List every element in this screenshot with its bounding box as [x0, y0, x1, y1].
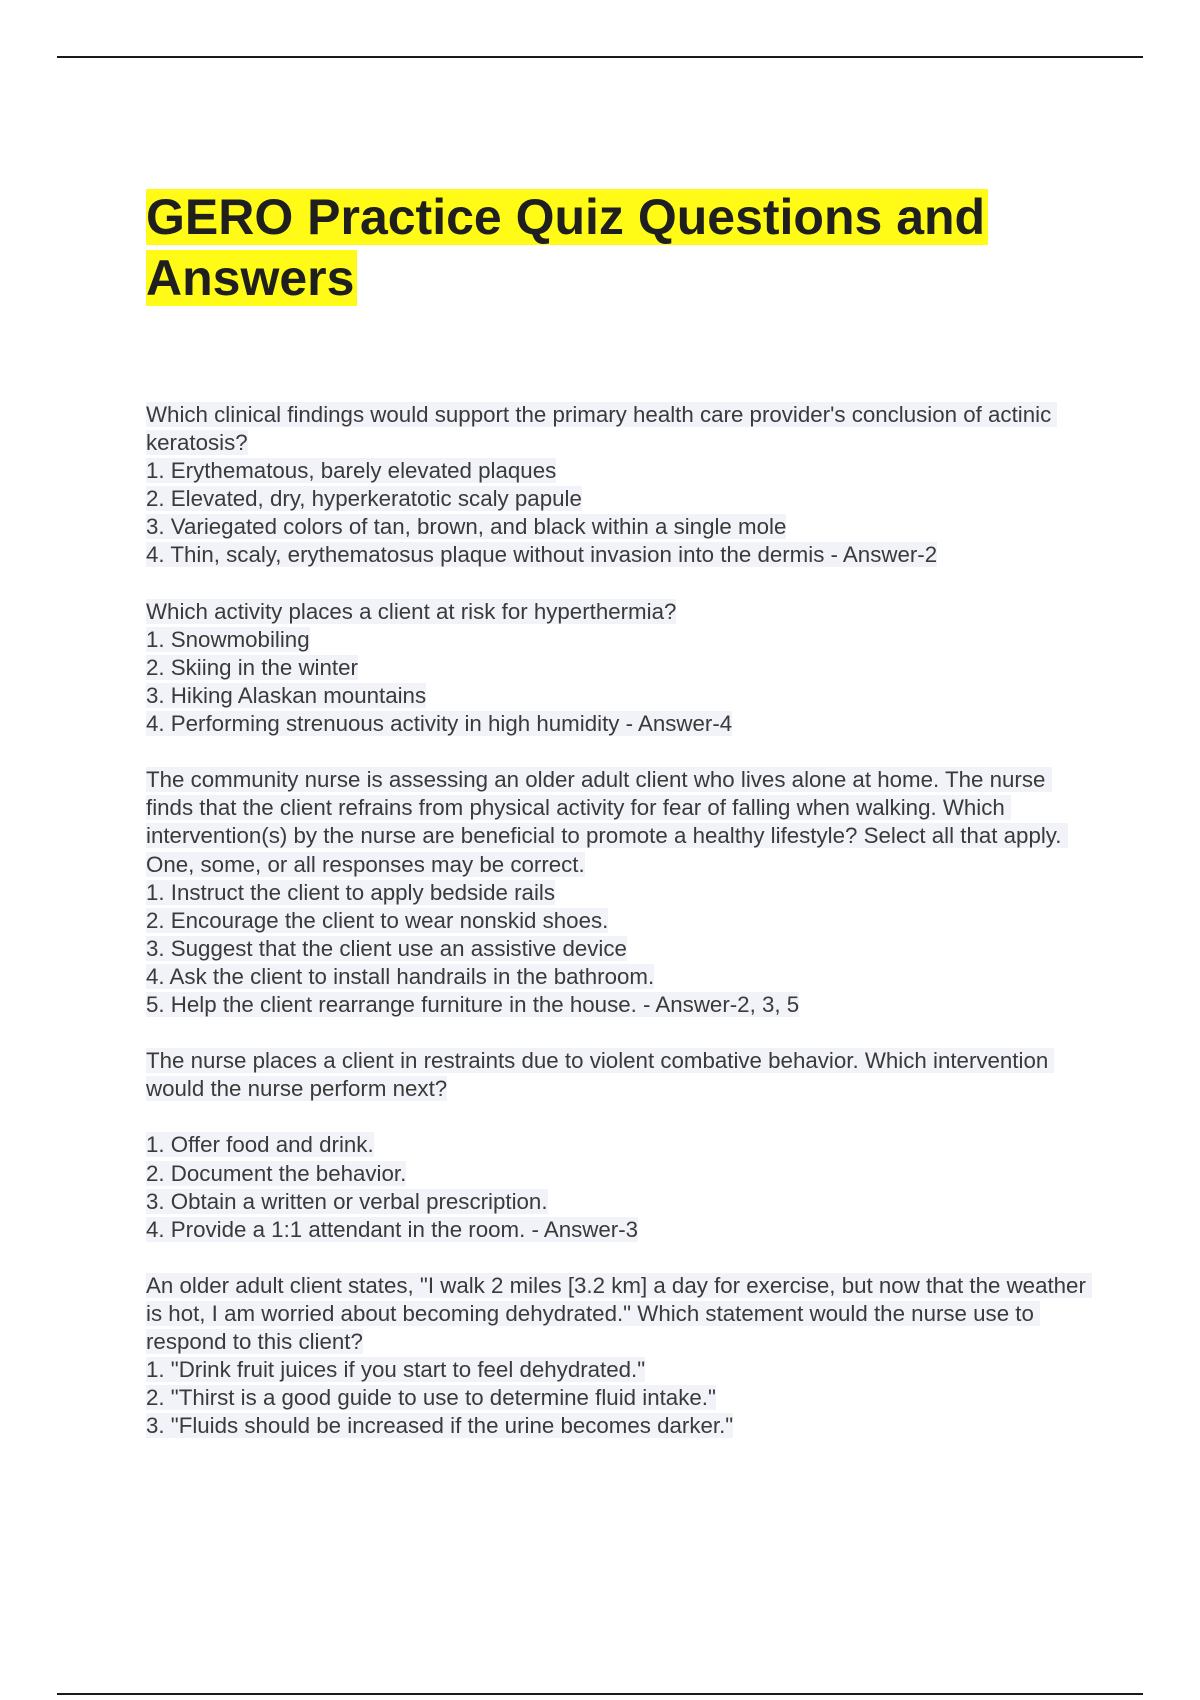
answer-option: 1. Snowmobiling: [146, 626, 310, 652]
question-item: [146, 1272, 1093, 1441]
answer-option: 2. Encourage the client to wear nonskid shoes.: [146, 907, 609, 933]
answer-option: 4. Provide a 1:1 attendant in the room. - Answer-3: [146, 1216, 639, 1242]
answer-option: 2. Document the behavior.: [146, 1160, 407, 1186]
answer-option: 2. Skiing in the winter: [146, 654, 358, 680]
question-list: [146, 401, 1093, 1469]
answer-option: 3. Hiking Alaskan mountains: [146, 682, 427, 708]
answer-option: 1. "Drink fruit juices if you start to feel dehydrated.": [146, 1357, 646, 1383]
blank-line: [146, 1103, 1086, 1131]
question-stem: An older adult client states, "I walk 2 miles [3.2 km] a day for exercise, but now that the weather is hot, I am worried about becoming dehydrated." Which statement would the nurse use to respond to this client?: [146, 1272, 1093, 1355]
question-stem: The community nurse is assessing an older adult client who lives alone at home. The nurse finds that the client refrains from physical activity for fear of falling when walking. Which intervention(s) by the nurse are beneficial to promote a healthy lifestyle? Select all that apply. One, some, or all responses may be correct.: [146, 767, 1068, 877]
answer-option: 4. Performing strenuous activity in high humidity - Answer-4: [146, 711, 733, 737]
question-item: [146, 766, 1086, 1019]
answer-option: 4. Ask the client to install handrails in the bathroom.: [146, 963, 655, 989]
answer-option: 3. Obtain a written or verbal prescription.: [146, 1188, 548, 1214]
question-item: [146, 598, 1086, 738]
answer-option: 1. Erythematous, barely elevated plaques: [146, 458, 557, 484]
answer-option: 4. Thin, scaly, erythematosus plaque without invasion into the dermis - Answer-2: [146, 542, 938, 568]
top-rule: [57, 56, 1143, 58]
answer-option: 2. Elevated, dry, hyperkeratotic scaly papule: [146, 486, 582, 512]
answer-option: 3. "Fluids should be increased if the urine becomes darker.": [146, 1413, 734, 1439]
page-title: [146, 187, 1086, 309]
question-item: [146, 1047, 1086, 1244]
answer-option: 1. Instruct the client to apply bedside rails: [146, 879, 555, 905]
question-item: [146, 401, 1086, 570]
answer-option: 3. Suggest that the client use an assistive device: [146, 935, 627, 961]
question-stem: Which clinical findings would support the primary health care provider's conclusion of actinic keratosis?: [146, 402, 1058, 456]
question-stem: The nurse places a client in restraints due to violent combative behavior. Which intervention would the nurse perform next?: [146, 1048, 1055, 1102]
page-title-text: GERO Practice Quiz Questions and Answers: [146, 189, 988, 306]
answer-option: 1. Offer food and drink.: [146, 1132, 374, 1158]
answer-option: 2. "Thirst is a good guide to use to determine fluid intake.": [146, 1385, 716, 1411]
question-stem: Which activity places a client at risk for hyperthermia?: [146, 598, 677, 624]
answer-option: 5. Help the client rearrange furniture in the house. - Answer-2, 3, 5: [146, 991, 800, 1017]
bottom-rule: [57, 1693, 1143, 1695]
answer-option: 3. Variegated colors of tan, brown, and black within a single mole: [146, 514, 787, 540]
